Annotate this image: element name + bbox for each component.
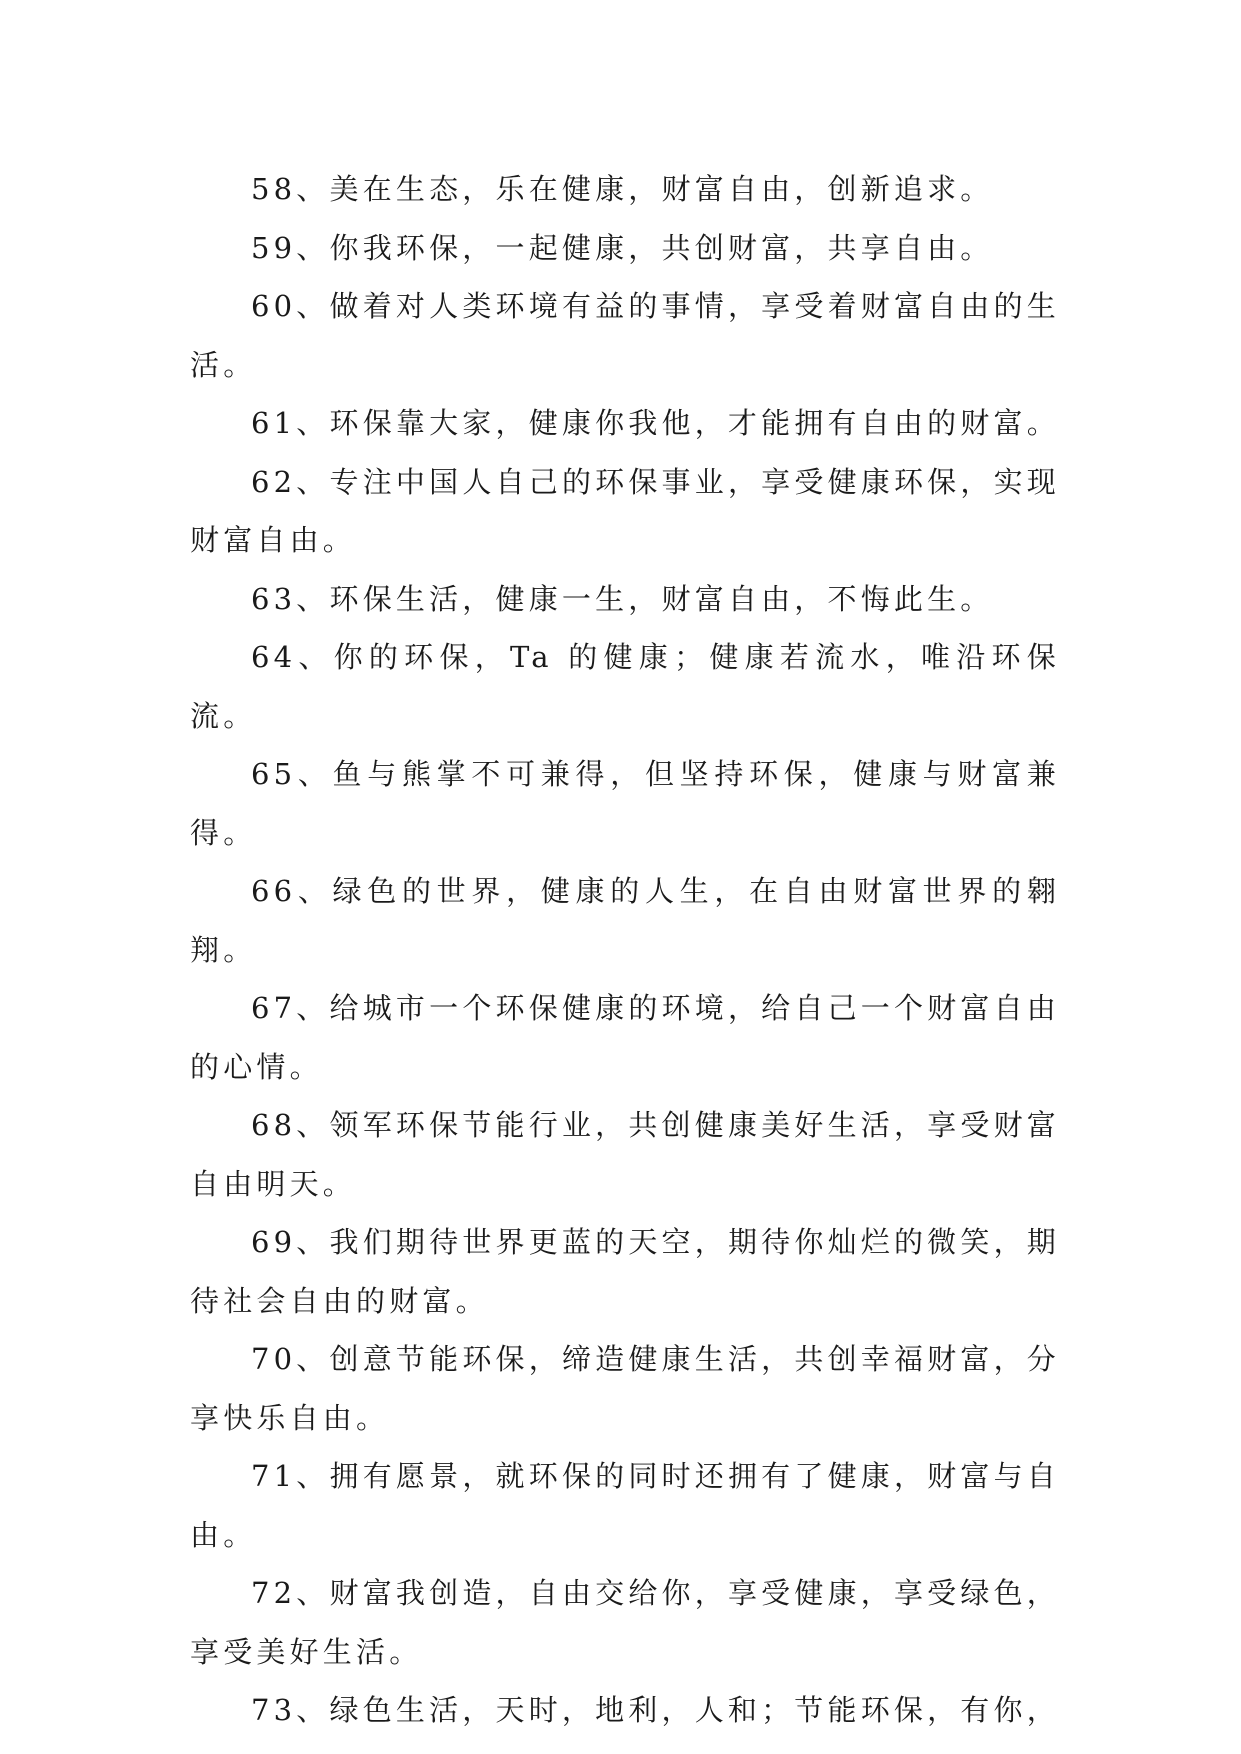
paragraph-65: 65、鱼与熊掌不可兼得，但坚持环保，健康与财富兼得。 — [190, 757, 1060, 850]
paragraph-61: 61、环保靠大家，健康你我他，才能拥有自由的财富。 — [251, 406, 1060, 440]
paragraph-60: 60、做着对人类环境有益的事情，享受着财富自由的生活。 — [190, 289, 1060, 382]
paragraph-59: 59、你我环保，一起健康，共创财富，共享自由。 — [251, 230, 994, 265]
paragraph-73: 73、绿色生活，天时，地利，人和；节能环保，有你， — [251, 1693, 1060, 1727]
paragraph-70: 70、创意节能环保，缔造健康生活，共创幸福财富，分享快乐自由。 — [190, 1342, 1060, 1435]
paragraph-66: 66、绿色的世界，健康的人生，在自由财富世界的翱翔。 — [190, 874, 1060, 967]
paragraph-68: 68、领军环保节能行业，共创健康美好生活，享受财富自由明天。 — [190, 1108, 1060, 1201]
paragraph-63: 63、环保生活，健康一生，财富自由，不悔此生。 — [251, 581, 994, 616]
paragraph-62: 62、专注中国人自己的环保事业，享受健康环保，实现财富自由。 — [190, 464, 1060, 557]
paragraph-58: 58、美在生态，乐在健康，财富自由，创新追求。 — [251, 172, 994, 206]
document-body — [190, 160, 1060, 1740]
paragraph-71: 71、拥有愿景，就环保的同时还拥有了健康，财富与自由。 — [190, 1459, 1060, 1552]
paragraph-67: 67、给城市一个环保健康的环境，给自己一个财富自由的心情。 — [190, 991, 1060, 1084]
paragraph-64: 64、你的环保，Ta 的健康；健康若流水，唯沿环保流。 — [190, 640, 1060, 733]
paragraph-72: 72、财富我创造，自由交给你，享受健康，享受绿色，享受美好生活。 — [190, 1576, 1060, 1669]
paragraph-69: 69、我们期待世界更蓝的天空，期待你灿烂的微笑，期待社会自由的财富。 — [190, 1225, 1060, 1318]
